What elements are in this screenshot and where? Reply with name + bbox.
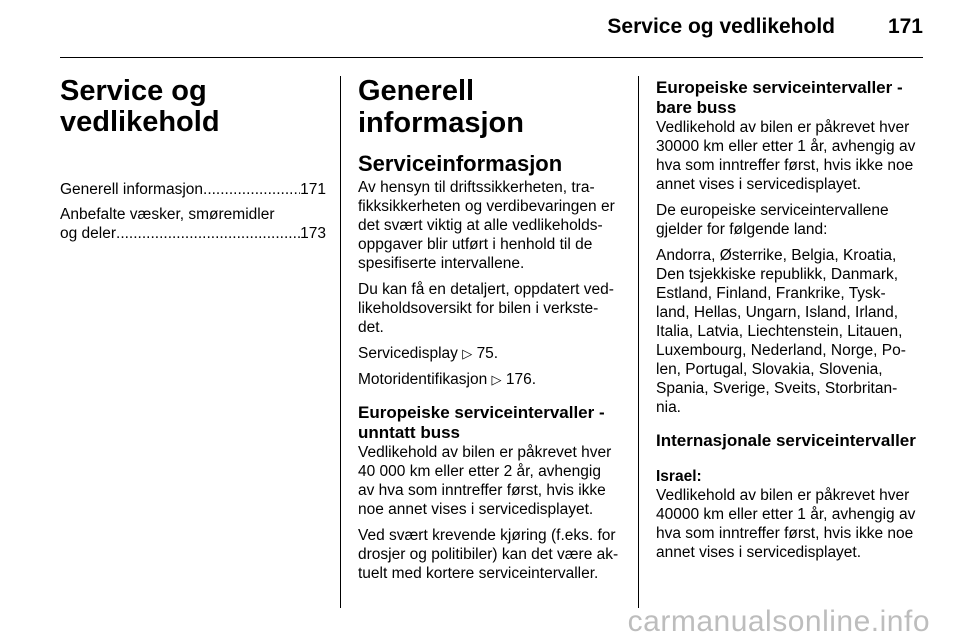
paragraph: Vedlikehold av bilen er påkrevet hver 30000 km eller etter 1 år, avhengig av hva som inntreffer først, hvis ikke noe annet vises i servicedisplayet. bbox=[656, 119, 916, 193]
toc-entry-page: 173 bbox=[300, 225, 326, 242]
header-rule bbox=[60, 57, 923, 58]
section-subheading: Europeiske serviceintervaller - unntatt buss bbox=[358, 403, 605, 442]
toc-entry-label: Generell informasjon bbox=[60, 181, 204, 198]
toc-entry-label: og deler bbox=[60, 225, 117, 242]
toc-column bbox=[60, 66, 326, 249]
chapter-title-line: Service og bbox=[60, 75, 207, 107]
header-title: Service og vedlikehold bbox=[607, 15, 835, 38]
chapter-title bbox=[60, 76, 326, 138]
toc-entry-generell[interactable] bbox=[60, 180, 326, 199]
cross-reference-servicedisplay[interactable]: Servicedisplay ▷ 75. bbox=[358, 345, 499, 362]
paragraph: Du kan få en detaljert, oppdatert ved- likeholdsoversikt for bilen i verkste- det. bbox=[358, 281, 614, 336]
toc-leader-dots bbox=[203, 180, 300, 199]
toc-entry-page: 171 bbox=[300, 181, 326, 198]
paragraph: De europeiske serviceintervallene gjelder for følgende land: bbox=[656, 202, 889, 238]
column-divider-2 bbox=[638, 76, 639, 608]
page-header bbox=[0, 0, 960, 58]
toc-line bbox=[60, 180, 326, 199]
page-number: 171 bbox=[887, 15, 923, 38]
toc-leader-dots bbox=[116, 224, 300, 243]
watermark: carmanualsonline.info bbox=[627, 605, 930, 638]
paragraph: Vedlikehold av bilen er påkrevet hver 40000 km eller etter 1 år, avhengig av hva som inntreffer først, hvis ikke noe annet vises i servicedisplayet. bbox=[656, 487, 916, 561]
content-column-3 bbox=[656, 66, 924, 569]
content-column-2 bbox=[358, 66, 624, 590]
country-list: Andorra, Østerrike, Belgia, Kroatia, Den tsjekkiske republikk, Danmark, Estland, Finland, Frankrike, Tysk- land, Hellas, Ungarn, Island, Irland, Italia, Latvia, Liechtenstein, Litauen, Luxembourg, Nederland, Norge, Po- len, Portugal, Slovakia, Slovenia, Spania, Sverige, Sveits, Storbritan- nia. bbox=[656, 247, 906, 416]
section-subheading: Internasjonale serviceintervaller bbox=[656, 431, 916, 450]
paragraph: Av hensyn til driftssikkerheten, tra- fikksikkerheten og verdibevaringen er det svært viktig at alle vedlikeholds- oppgaver blir utført i henhold til de spesifiserte intervallene. bbox=[358, 179, 615, 272]
subsection-heading: Serviceinformasjon bbox=[358, 151, 563, 176]
paragraph: Vedlikehold av bilen er påkrevet hver 40 000 km eller etter 2 år, avhengig av hva som inntreffer først, hvis ikke noe annet vises i servicedisplayet. bbox=[358, 444, 612, 518]
section-heading: Generell informasjon bbox=[358, 75, 524, 139]
chapter-title-line: vedlikehold bbox=[60, 106, 220, 138]
toc-entry-anbefalte[interactable] bbox=[60, 205, 326, 243]
country-label: Israel: bbox=[656, 468, 702, 485]
reference-arrow-icon: ▷ bbox=[491, 372, 502, 387]
cross-reference-motoridentifikasjon[interactable]: Motoridentifikasjon ▷ 176. bbox=[358, 371, 537, 388]
toc-line bbox=[60, 224, 326, 243]
column-divider-1 bbox=[340, 76, 341, 608]
section-subheading: Europeiske serviceintervaller - bare buss bbox=[656, 78, 903, 117]
toc-entry-label: Anbefalte væsker, smøremidler bbox=[60, 206, 275, 223]
reference-arrow-icon: ▷ bbox=[462, 346, 473, 361]
paragraph: Ved svært krevende kjøring (f.eks. for drosjer og politibiler) kan det være ak- tuelt med kortere serviceintervaller. bbox=[358, 527, 619, 582]
